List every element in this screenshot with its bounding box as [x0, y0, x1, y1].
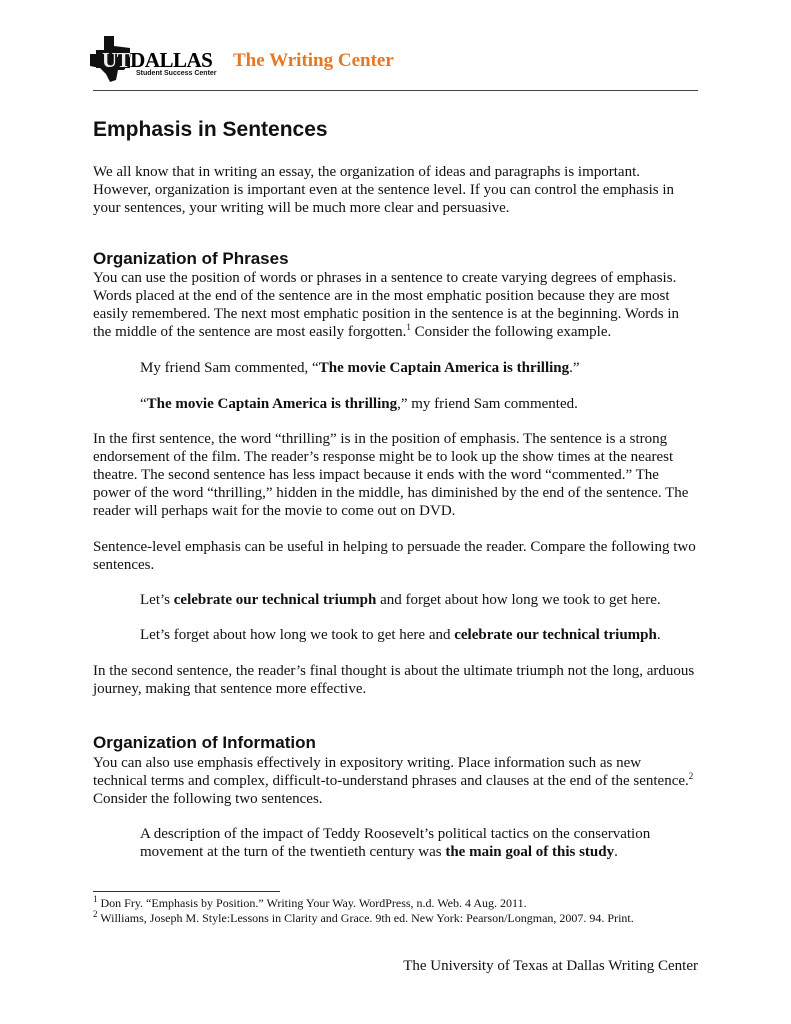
information-paragraph-text-end: Consider the following two sentences. [93, 791, 323, 807]
analysis-paragraph: In the first sentence, the word “thrilling” is in the position of emphasis. The sentence is a strong endorsement of the film. The reader’s response might be to look up the show times at the nearest theatre. The second sentence has less impact because it ends with the word “commented.” The power of the word “thrilling,” hidden in the middle, has diminished by the end of the sentence. The reader will perhaps wait for the movie to come out on DVD. [93, 431, 689, 519]
example-4-text-end: . [656, 627, 661, 643]
phrases-paragraph-text: You can use the position of words or phrases in a sentence to create varying degrees of emphasis. Words placed at the end of the sentence are in the most emphatic position because they are most easily remembered. The next most emphatic position in the sentence is at the beginning. Words in the middle of the sentence are most easily forgotten. [93, 270, 680, 340]
example-3-text-end: and forget about how long we took to get here. [376, 592, 661, 608]
persuade-paragraph: Sentence-level emphasis can be useful in helping to persuade the reader. Compare the following two sentences. [93, 539, 696, 573]
footnote-2-text: Williams, Joseph M. Style:Lessons in Clarity and Grace. 9th ed. New York: Pearson/Longman, 2007. 94. Print. [97, 911, 634, 925]
footnote-ref-1[interactable]: 1 [406, 322, 411, 332]
footnote-2 [93, 911, 713, 925]
information-paragraph-text: You can also use emphasis effectively in expository writing. Place information such as new technical terms and complex, difficult-to-understand phrases and clauses at the end of the sentence. [93, 755, 689, 789]
example-2-text-end: ,” my friend Sam commented. [397, 396, 578, 412]
example-1-text: My friend Sam commented, “ [140, 360, 319, 376]
example-sentence-1 [140, 359, 700, 377]
information-paragraph [93, 754, 698, 808]
footnote-1-text: Don Fry. “Emphasis by Position.” Writing Your Way. WordPress, n.d. Web. 4 Aug. 2011. [97, 896, 527, 910]
example-5-text-end: . [614, 844, 618, 860]
example-1-emphasis: The movie Captain America is thrilling [318, 360, 570, 376]
intro-paragraph: We all know that in writing an essay, the organization of ideas and paragraphs is important. However, organization is important even at the sentence level. If you can control the emphasis in your sentences, your writing will be much more clear and persuasive. [93, 164, 675, 216]
example-4-emphasis: celebrate our technical triumph [454, 627, 657, 643]
page-footer: The University of Texas at Dallas Writing Center [403, 958, 698, 974]
header-rule [93, 90, 698, 91]
example-3-text: Let’s [140, 592, 174, 608]
footnote-ref-2[interactable]: 2 [688, 771, 694, 781]
footnote-1 [93, 896, 713, 910]
brand-title: The Writing Center [233, 50, 394, 71]
example-sentence-3 [140, 591, 700, 609]
phrases-paragraph [93, 269, 698, 341]
example-4-text: Let’s forget about how long we took to get here and [140, 627, 455, 643]
example-sentence-4 [140, 626, 700, 644]
logo-subtext: Student Success Center [136, 70, 217, 77]
conclusion-paragraph: In the second sentence, the reader’s final thought is about the ultimate triumph not the long, arduous journey, making that sentence more effective. [93, 663, 695, 697]
footnote-2-number: 2 [93, 909, 98, 919]
utd-logo [90, 36, 220, 84]
phrases-paragraph-text-end: Consider the following example. [410, 324, 612, 340]
footnote-1-number: 1 [93, 894, 98, 904]
example-sentence-5 [140, 825, 700, 861]
page-title: Emphasis in Sentences [93, 118, 328, 141]
example-5-text: A description of the impact of Teddy Roosevelt’s political tactics on the conservation movement at the turn of the twentieth century was [140, 826, 651, 860]
example-5-emphasis: the main goal of this study [445, 844, 615, 860]
example-3-emphasis: celebrate our technical triumph [173, 592, 377, 608]
section-heading-information: Organization of Information [93, 733, 316, 752]
example-2-emphasis: The movie Captain America is thrilling [146, 396, 398, 412]
example-1-text-end: .” [569, 360, 580, 376]
logo-text: UTDALLAS [102, 48, 213, 72]
footnote-rule [93, 891, 280, 892]
example-2-text: “ [140, 396, 147, 412]
section-heading-phrases: Organization of Phrases [93, 249, 289, 268]
example-sentence-2 [140, 395, 700, 413]
